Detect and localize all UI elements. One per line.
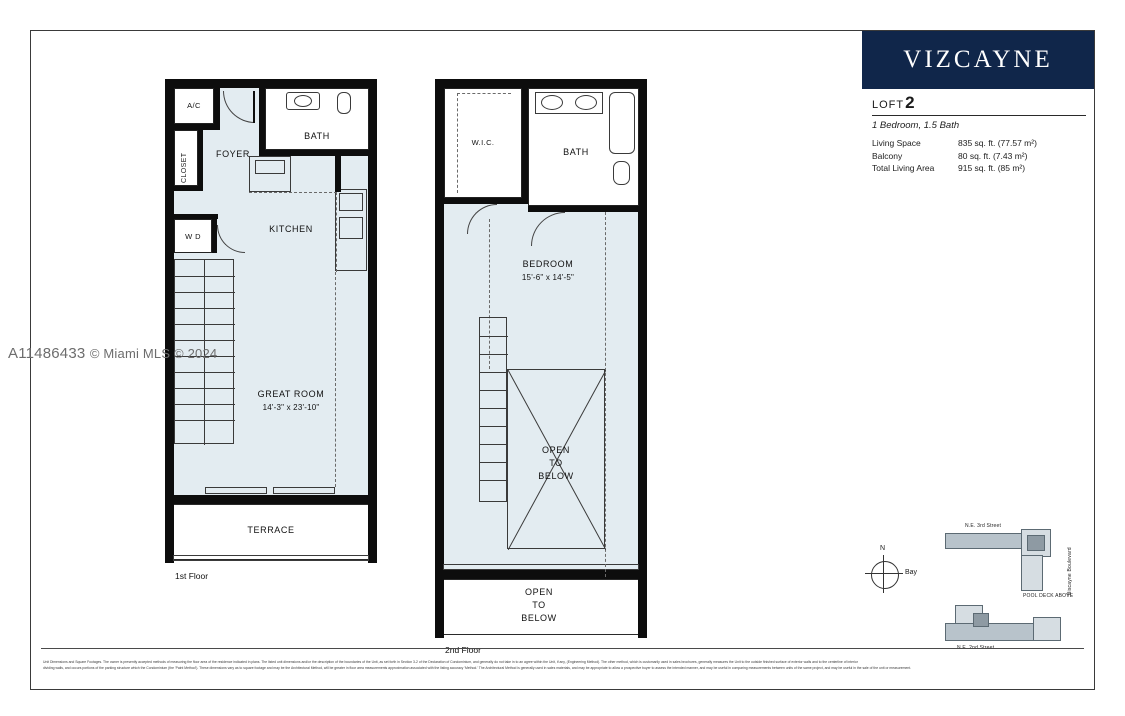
open-to-below-l3: BELOW xyxy=(538,471,574,481)
floor1-caption: 1st Floor xyxy=(175,571,209,581)
great-room-dims: 14'-3" x 23'-10" xyxy=(262,403,320,412)
spec-value: 835 sq. ft. (77.57 m²) xyxy=(958,138,1037,148)
closet-label: CLOSET xyxy=(181,152,188,183)
biscayne-blvd-label: Biscayne Boulevard xyxy=(1067,547,1073,595)
spec-row xyxy=(872,150,1086,163)
site-tower-north xyxy=(1027,535,1045,551)
open-to-below-l1: OPEN xyxy=(542,445,570,455)
wall-bottom xyxy=(165,495,377,504)
terrace-label: TERRACE xyxy=(247,525,295,535)
kitchen-label: KITCHEN xyxy=(269,224,313,234)
kitchen-soffit-line xyxy=(249,192,337,193)
toilet2-icon xyxy=(613,161,630,185)
site-building-south xyxy=(945,623,1035,641)
site-building-south-east xyxy=(1033,617,1061,641)
sink-right-icon xyxy=(575,95,597,110)
watermark xyxy=(8,345,217,362)
toilet-icon xyxy=(337,92,351,114)
open-to-below-lower-l1: OPEN xyxy=(525,587,553,597)
terrace-right-wall xyxy=(368,495,377,563)
sink-basin-icon xyxy=(294,95,312,107)
bathtub-icon xyxy=(609,92,635,154)
pool-deck-label: POOL DECK ABOVE xyxy=(1023,593,1074,599)
wall2-bottom xyxy=(435,570,647,579)
unit-info-panel xyxy=(872,93,1086,175)
bath2-label: BATH xyxy=(563,147,589,157)
site-map xyxy=(921,521,1081,661)
compass-needle-h xyxy=(865,573,903,574)
spec-list xyxy=(872,137,1086,175)
watermark-copyright: © Miami MLS © 2024 xyxy=(89,346,218,361)
great-room-dashed-right xyxy=(335,272,336,487)
spec-key: Balcony xyxy=(872,150,903,161)
ac-label: A/C xyxy=(187,101,201,110)
ac-wall-right xyxy=(214,88,220,124)
compass-rose xyxy=(863,545,923,601)
compass-bay-label: Bay xyxy=(905,569,918,576)
wall-top xyxy=(165,79,377,88)
disclaimer-rule xyxy=(41,648,1084,649)
compass-ring xyxy=(871,561,899,589)
wd-label: W D xyxy=(185,232,201,241)
second-floor-plan xyxy=(431,59,681,659)
closet-wall-bottom xyxy=(174,186,203,191)
first-floor-plan xyxy=(161,59,391,581)
lowervoid-rail xyxy=(443,564,639,570)
spec-value: 80 sq. ft. (7.43 m²) xyxy=(958,150,1028,161)
site-tower-south xyxy=(973,613,989,627)
spec-value: 915 sq. ft. (85 m²) xyxy=(958,163,1026,173)
slider-right xyxy=(273,487,335,494)
wic-wall-bottom xyxy=(444,198,528,204)
sink-kitchen-icon xyxy=(339,193,363,211)
wall2-left xyxy=(435,79,444,579)
spec-row xyxy=(872,162,1086,175)
bath2-wall-bottom xyxy=(528,206,639,212)
disclaimer-line-2: dividing walls, and occurs portions of the parking structure which the Condominium (the 'Paint Method'). These dimensions vary as to square footage and may be the Architectural Method, will be greater in floor area measurements approximation associated with the listing accuracy 'Method.' The Architectural Method is generally used in sales materials, and may be appropriate to allow a prospective buyer to assess the intended manner, and may be useful in comparing measurements between units of the same project, and may be useful in the sale of the unit or measurement. xyxy=(43,665,912,670)
bath1-wall-left xyxy=(259,88,265,150)
door-bath1-leaf xyxy=(253,91,255,123)
great-room-label: GREAT ROOM xyxy=(257,389,325,399)
street-3rd-label: N.E. 3rd Street xyxy=(965,523,1002,529)
range-icon xyxy=(339,217,363,239)
foyer-label: FOYER xyxy=(215,149,250,159)
brand-name: VIZCAYNE xyxy=(903,46,1053,73)
wall-left xyxy=(165,79,174,504)
wall-right xyxy=(368,79,377,504)
site-connector xyxy=(1021,555,1043,591)
wd-wall-right xyxy=(212,214,217,253)
open-to-below-l2: TO xyxy=(549,458,563,468)
terrace-rail xyxy=(173,555,369,561)
wall2-top xyxy=(435,79,647,88)
street-2nd-label: N.E. 2nd Street xyxy=(957,645,995,651)
wic-label: W.I.C. xyxy=(471,138,495,147)
vizcayne-logo xyxy=(862,31,1094,89)
spec-key: Living Space xyxy=(872,138,921,148)
spec-key: Total Living Area xyxy=(872,163,935,173)
cooktop-icon xyxy=(255,160,285,174)
disclaimer-text xyxy=(43,660,1082,671)
slider-left xyxy=(205,487,267,494)
wall2-right xyxy=(638,79,647,579)
unit-title xyxy=(872,93,1086,116)
open-to-below-lower-l2: TO xyxy=(532,600,546,610)
disclaimer-line-1: Unit Dimensions and Square Footages. The owner is presently accepted methods of measuring the floor area of the residence indicated in plans. The listed unit dimensions and/or the description of the boundaries of the Unit, as set forth in Section 3-2 of the Declaration of Condominium, and generally do not take in to an agree within the Unit, if any, (Engineering Method). The other method, which is customarily used in sales brochures, generally measures the Unit to the outside finished surface of exterior walls and to the centerline of interior xyxy=(43,660,858,665)
bath1-label: BATH xyxy=(304,131,330,141)
unit-number: 2 xyxy=(905,93,915,112)
watermark-id: A11486433 xyxy=(8,345,86,362)
lowervoid-left-wall xyxy=(435,570,444,638)
terrace-left-wall xyxy=(165,495,174,563)
unit-label: LOFT xyxy=(872,99,905,111)
spec-row xyxy=(872,137,1086,150)
bed-bath-text: 1 Bedroom, 1.5 Bath xyxy=(872,120,960,131)
open-to-below-lower-l3: BELOW xyxy=(521,613,557,623)
sink-left-icon xyxy=(541,95,563,110)
bedroom-label: BEDROOM xyxy=(522,259,574,269)
lowervoid-right-wall xyxy=(638,570,647,638)
kitchen-wall-right xyxy=(335,156,341,192)
site-building-north xyxy=(945,533,1023,549)
compass-north-label: N xyxy=(880,545,886,552)
wic-shelf-top xyxy=(457,93,511,94)
compass-needle-v xyxy=(883,555,884,593)
bedroom-dims: 15'-6" x 14'-5" xyxy=(521,273,575,282)
stairs-floor2 xyxy=(479,317,507,502)
floor2-caption: 2nd Floor xyxy=(445,645,481,655)
kitchen-soffit-vline xyxy=(336,192,337,272)
